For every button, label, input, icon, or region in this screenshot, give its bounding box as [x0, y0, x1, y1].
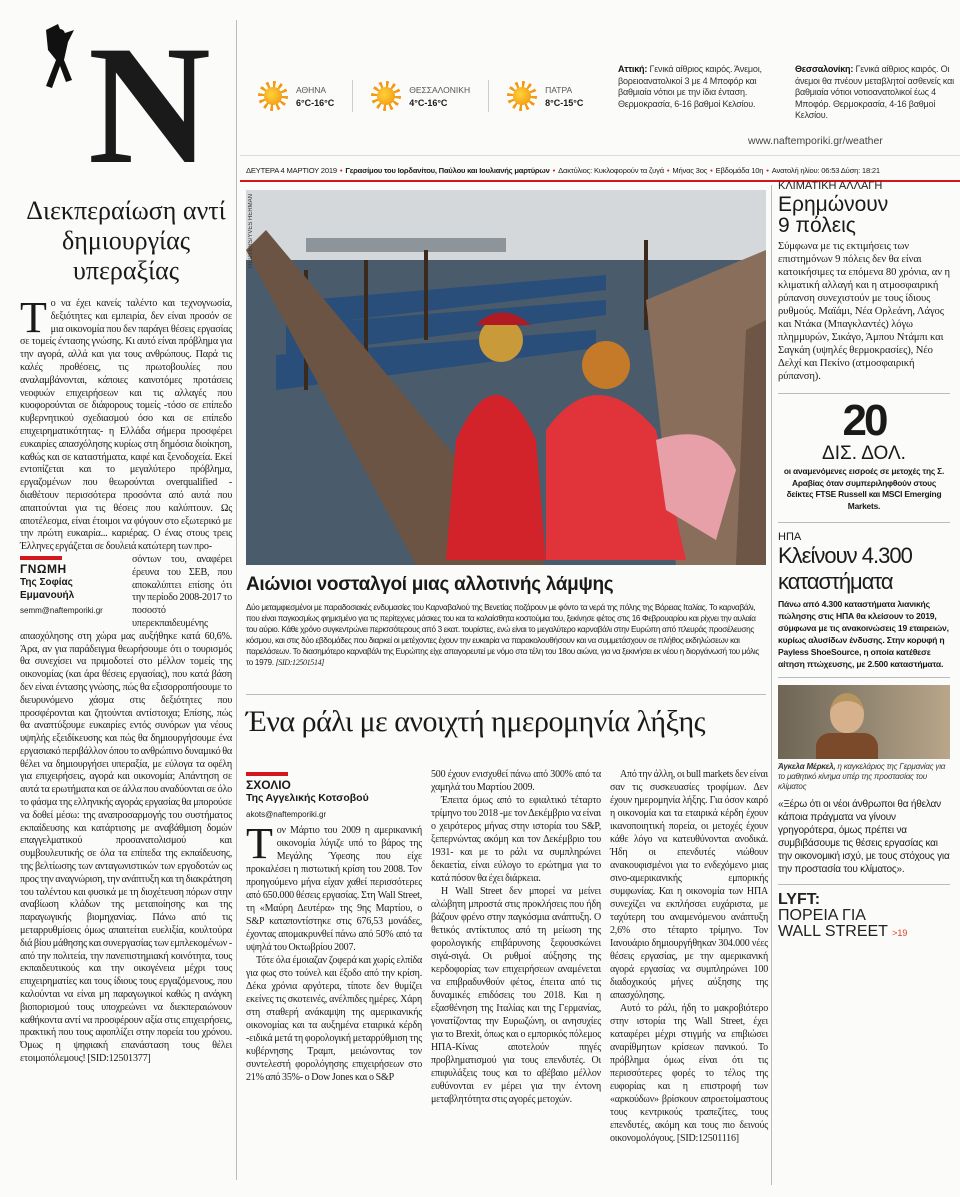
column-divider	[236, 20, 237, 1180]
drop-cap: Τ	[246, 819, 273, 868]
logo-letter: N	[88, 11, 211, 199]
paragraph: Τότε όλα έμοιαζαν ζοφερά και χωρίς ελπίδα για φως στο τούνελ και έξοδο από την κρίση. Δέκα χρόνια αργότερα, τίποτε δεν θυμίζει εκείνες τις σκοτεινές, ανέλπιδες ημέρες. Χάρη στη σταθερή ανάκαμψη της αμερικανικής οικονομίας και τα αυξημένα εταιρικά κέρδη -ειδικά μετά τη φορολογική μεταρρύθμιση της κυβέρνησης Τραμπ, μειώνοντας τον συντελεστή φορολόγησης επιχειρήσεων στο 21% από 35%- ο Dow Jones και ο S&P	[246, 955, 422, 1083]
column-divider	[771, 185, 772, 1185]
byline-email[interactable]: akots@naftemporiki.gr	[246, 810, 327, 819]
byline-label: ΓΝΩΜΗ	[20, 561, 67, 576]
forecast-text: Γενικά αίθριος καιρός. Άνεμοι, βορειοανατολικοί 3 με 4 Μποφόρ και βαθμιαία νότιοι με την ίδια ένταση. Θερμοκρασία, 6-16 βαθμοί Κελσίου.	[618, 64, 762, 109]
sunrise-sunset: Ανατολή ηλίου: 06:53 Δύση: 18:21	[771, 166, 880, 175]
page-reference[interactable]: >19	[892, 928, 908, 938]
merkel-caption	[778, 762, 950, 792]
traffic-ring: Δακτύλιος: Κυκλοφορούν τα ζυγά	[558, 166, 664, 175]
sun-icon	[371, 81, 401, 111]
weather-athens	[258, 80, 334, 112]
weather-cities	[258, 80, 583, 112]
usa-text: Πάνω από 4.300 καταστήματα λιανικής πώλησης στις ΗΠΑ θα κλείσουν το 2019, σύμφωνα με τις ανακοινώσεις 19 εταιρειών, κυρίως αλυσίδων ένδυσης. Στην κορυφή η Payless ShoeSource, η οποία κατέθεσε αίτηση πτώχευσης, με 2.500 καταστήματα.	[778, 599, 949, 669]
newspaper-logo	[38, 11, 211, 199]
divider	[778, 393, 950, 394]
paragraph: 500 έχουν ενισχυθεί πάνω από 300% από τα χαμηλά του Μαρτίου 2009.	[431, 769, 601, 793]
byline-author: Της Αγγελικής Κοτσοβού	[246, 792, 369, 804]
stat-unit: ΔΙΣ. ΔΟΛ.	[822, 443, 906, 464]
opinion-headline: Διεκπεραίωση αντί δημιουργίας υπεραξίας	[26, 196, 226, 285]
caption-text: Δύο μεταμφιεσμένοι με παραδοσιακές ενδυμασίες του Καρναβαλιού της Βενετίας ποζάρουν με φόντο τα νερά της πόλης της Βόρειας Ιταλίας. Το καρναβάλι, που είναι παγκοσμίως φημισμένο για τις περίτεχνες μάσκες του και τα καλαίσθητα κοστούμια του, ξεκίνησε φέτος στις 16 Φεβρουαρίου και ρίχνει την αυλαία του αύριο. Κάθε χρόνο συγκεντρώνει περισσότερους από 3 εκατ. τουρίστες, ενώ είναι το μεγαλύτερο καρναβάλι στην Ευρώπη από πλευράς προσέλευσης κόσμου, και στις δύο εβδομάδες που διαρκεί οι μετέχοντες έχουν την ευκαιρία να παρακολουθήσουν και να συμμετάσχουν σε πλήθος εκδηλώσεων και παρελάσεων. Το διασημότερο καρναβάλι της Ευρώπης είχε απαγορευτεί με νόμο στα τέλη του 18ου αιώνα, για να ξεκινήσει εκ νέου η διοργάνωσή του μόλις το 1979.	[246, 603, 759, 667]
month: Μήνας 3ος	[672, 166, 708, 175]
city-temp: 8°C-15°C	[545, 97, 584, 108]
namedays: Γερασίμου του Ιορδανίτου, Παύλου και Ιουλιανής μαρτύρων	[345, 166, 550, 175]
sun-icon	[258, 81, 288, 111]
byline-label: ΣΧΟΛΙΟ	[246, 778, 291, 792]
lyft-teaser[interactable]	[778, 892, 950, 941]
venice-carnival-photo	[246, 190, 766, 565]
opinion-text-part1: ο να έχει κανείς ταλέντο και τεχνογνωσία, δεξιότητες και εμπειρία, δεν είναι προσόν σε μια οικονομία που δεν παράγει θέσεις εργασίας σε τομείς έντασης γνώσης. Κι αυτό είναι πρόβλημα για την αγορά, αλλά και για τους ανθρώπους. Παρά τις καλές προθέσεις, τις πρωτοβουλίες που αναλαμβάνονται, κάποιες καινοτόμες προτάσεις νεοφυών επιχειρήσεων και τις αλλαγές που κυοφορούνται σε διάφορους τομείς -τόσο σε επίπεδο κυβερνητικού σχεδιασμού όσο και σε επίπεδο επιχειρηματικότητας- η Ελλάδα σήμερα προσφέρει ευκαιρίες απασχόλησης κυρίως στη δημόσια διοίκηση, καθώς και σε καταστήματα, καφέ και ξενοδοχεία. Εκεί εντοπίζεται και το μεγαλύτερο πρόβλημα, εργαζομένων που θεωρούνται overqualified - διαθέτουν περισσότερα προσόντα από αυτά που απαιτούνται για τις θέσεις που καλύπτουν. Ως αποτέλεσμα, είναι έτοιμοι να φύγουν στο εξωτερικό με την πρώτη ευκαιρία... καριέρας. Ο ένας στους τρεις Έλληνες εργάζεται σε δουλειά κατώτερη των προ-	[20, 298, 232, 553]
opinion-byline	[20, 556, 124, 618]
divider	[778, 677, 950, 678]
paragraph: Αυτό το ράλι, ήδη το μακροβιότερο στην ιστορία της Wall Street, έχει καταφέρει μέχρι στιγμής να επιβιώσει αναρίθμητων κρίσεων πανικού. Το πρόβλημα όμως είναι ότι τις περισσότερες φορές το τέλος της ευφορίας και η επιστροφή των «αρκούδων» βρίσκουν απροετοίμαστους τους κεντρικούς τραπεζίτες, τους επενδυτές, ακόμη και τους πιο δεινούς οικονομολόγους. [SID:12501116]	[610, 1003, 768, 1144]
weather-thessaloniki	[371, 80, 470, 112]
drop-cap: Τ	[20, 293, 47, 342]
divider	[778, 522, 950, 523]
portrait-face	[830, 693, 864, 733]
climate-text: Σύμφωνα με τις εκτιμήσεις των επιστημόνων 9 πόλεις δεν θα είναι κατοικήσιμες τα επόμενα 80 χρόνια, αν η κλιματική αλλαγή και η ατμοσφαιρική ρύπανση συνεχιστούν με τους ίδιους ρυθμούς. Μαϊάμι, Νέα Ορλεάνη, Λάγος και Ντάκα (Μπαγκλαντές) λόγω πλημμυρών, Σικάγο, Άμπου Ντάμπι και Σαγκάη (υψηλές θερμοκρασίες), Νέο Δελχί και Πεκίνο (ατμοσφαιρική ρύπανση).	[778, 241, 950, 382]
stat-text: οι αναμενόμενες εισροές σε μετοχές της Σ. Αραβίας όταν συμπεριληφθούν στους δείκτες FTSE Russell και MSCI Emerging Markets.	[783, 466, 945, 511]
byline-author: Της Σοφίας Εμμανουήλ	[20, 576, 75, 601]
photo-caption	[246, 602, 766, 668]
caption-name: Άγκελα Μέρκελ,	[778, 762, 836, 771]
paragraph: Έπειτα όμως από το εφιαλτικό τέταρτο τρίμηνο του 2018 -με τον Δεκέμβριο να είναι ο χειρότερος μήνας στην ιστορία του S&P, ξεπερνώντας ακόμη και τον Δεκέμβριο του 1931- και με το ράλι να συμπληρώνει δεκαετία, είναι εύλογο το ερώτημα για το κατά πόσον θα έχει διάρκεια.	[431, 795, 601, 884]
caption-text: η καγκελάριος της Γερμανίας για το μαθητικό κίνημα υπέρ της προστασίας του κλίματος	[778, 762, 946, 791]
divider	[240, 155, 960, 156]
divider	[352, 80, 353, 112]
divider	[778, 884, 950, 885]
merkel-photo	[778, 685, 950, 759]
climate-title: Ερημώνουν 9 πόλεις	[778, 193, 889, 237]
byline-email[interactable]: semm@naftemporiki.gr	[20, 606, 103, 616]
date: ΔΕΥΤΕΡΑ 4 ΜΑΡΤΙΟΥ 2019	[246, 166, 337, 175]
dateline: ΔΕΥΤΕΡΑ 4 ΜΑΡΤΙΟΥ 2019 • Γερασίμου του Ιορδανίτου, Παύλου και Ιουλιανής μαρτύρων • Δακτύλιος: Κυκλοφορούν τα ζυγά • Μήνας 3ος • Εβδομάδα 10η • Ανατολή ηλίου: 06:53 Δύση: 18:21	[246, 166, 880, 175]
caption-sid: [SID:12501514]	[275, 658, 325, 667]
teaser-line: ΠΟΡΕΙΑ ΓΙΑ	[778, 907, 866, 924]
photo-credit: REUTERS/YVES HERMAN	[248, 194, 254, 269]
sun-icon	[507, 81, 537, 111]
usa-title: Κλείνουν 4.300 καταστήματα	[778, 543, 912, 594]
forecast-label: Αττική:	[618, 64, 648, 74]
photo-illustration	[246, 190, 766, 565]
comment-byline	[246, 768, 422, 824]
week: Εβδομάδα 10η	[715, 166, 764, 175]
paragraph: Η Wall Street δεν μπορεί να μείνει αλώβητη μπροστά στις προκλήσεις που ήδη βάζουν φρένο στην παγκόσμια ανάπτυξη. Ο θετικός αντίκτυπος από τη μείωση της φορολογικής επιβάρυνσης ξεφουσκώνει σιγά-σιγά. Οι ρυθμοί αύξησης της κερδοφορίας των επιχειρήσεων αναμένεται να επιβραδυνθούν φέτος, έπειτα από τις δυναμικές επιδόσεις του 2018. Και η εξασθένηση της Ιταλίας και της Γερμανίας, γονατίζοντας την Ευρωζώνη, οι ανησυχίες για το Brexit, όπως και ο εμπορικός πόλεμος ΗΠΑ-Κίνας αποτελούν πηγές προβληματισμού για τους επενδυτές. Οι επιφυλάξεις τους και το αβέβαιο μέλλον ευθύνονται εν μέρει για την έντονη μεταβλητότητα στις αγορές μετοχών.	[431, 886, 601, 1105]
weather-url[interactable]: www.naftemporiki.gr/weather	[748, 135, 883, 147]
teaser-line: WALL STREET	[778, 923, 888, 940]
opinion-article-body	[20, 293, 233, 1066]
paragraph: ον Μάρτιο του 2009 η αμερικανική οικονομία λύγιζε υπό το βάρος της Μεγάλης Ύφεσης που είχε προκαλέσει η πιστωτική κρίση του 2008. Τον προηγούμενο μήνα είχαν χαθεί περισσότερες από 650.000 θέσεις εργασίας. Στη Wall Street, τη «Μαύρη Δευτέρα» της 9ης Μαρτίου, ο S&P καταποντίστηκε στις 676,53 μονάδες, έχοντας απομακρυνθεί πάνω από 50% από τα υψηλά του Οκτωβρίου 2007.	[246, 825, 422, 953]
city-name: ΘΕΣΣΑΛΟΝΙΚΗ	[409, 84, 471, 95]
forecast-text: Γενικά αίθριος καιρός. Οι άνεμοι θα πνέουν μεταβλητοί ασθενείς και βαθμιαία νότιοι νοτιοανατολικοί έως 4 Μποφόρ. Θερμοκρασία, 4-16 βαθμοί Κελσίου.	[795, 64, 954, 120]
byline-accent-bar	[20, 556, 62, 560]
article-column-3	[610, 768, 768, 1145]
portrait-body	[816, 733, 878, 759]
weather-patra	[507, 80, 583, 112]
city-name: ΠΑΤΡΑ	[545, 84, 573, 95]
paragraph: Από την άλλη, οι bull markets δεν είναι σαν τις συσκευασίες τροφίμων. Δεν έχουν ημερομηνία λήξης. Για όσον καιρό η οικονομία και τα εταιρικά κέρδη έχουν ικανοποιητική πορεία, οι μετοχές έχουν κάθε λόγο να κατευθύνονται ανοδικά. Ήδη οι επενδυτές νιώθουν ανακουφισμένοι για το ενδεχόμενο μιας σινο-αμερικανικής εμπορικής συμφωνίας. Και η οικονομία των ΗΠΑ συνεχίζει να εκπλήσσει ευχάριστα, με ταχύτερη του αναμενόμενου ανάπτυξη 2,6% στο τέταρτο τρίμηνο. Τον Ιανουάριο δημιουργήθηκαν 304.000 νέες θέσεις εργασίας, με την αμερικανική αγορά εργασίας να συμπληρώνει 100 διαδοχικούς μήνες αύξησης της απασχόλησης.	[610, 769, 768, 1001]
city-name: ΑΘΗΝΑ	[296, 84, 327, 95]
forecast-attica	[618, 64, 784, 110]
main-headline: Ένα ράλι με ανοιχτή ημερομηνία λήξης	[246, 705, 706, 738]
opinion-text-part2: σόντων του, αναφέρει έρευνα του ΣΕΒ, που αποκαλύπτει επίσης ότι την περίοδο 2008-2017 το ποσοστό υπερεκπαιδευμένης απασχόλησης στη χώρα μας αυξήθηκε κατά 60,6%. Άρα, αν για παράδειγμα θεωρήσουμε ότι ο τουρισμός θα συνεχίσει να πριμοδοτεί στο μέλλον τομείς της οικονομίας (και άρα θέσεις εργασίας), που κατά βάση δεν είναι έντασης γνώσης, πώς θα εξισορροπήσουμε το διευρυνόμενο χάσμα στις δεξιότητες που προσφέρονται και ζητούνται αντίστοιχα; Επίσης, πώς θα αναπτύξουμε ευκαιρίες εντός συνόρων για νέους υψηλής εξειδίκευσης και πώς θα δημιουργήσουμε ένα εργασιακό περιβάλλον όπου το ανθρώπινο δυναμικό θα θέλει να δημιουργήσει υπεραξία, με εύλογα τα οφέλη για επιχειρήσεις, αγορά και οικονομία; Απάντηση σε αυτά τα ερωτήματα και σε άλλα που αναδύονται σε όλο το φάσμα της ελληνικής αγοράς εργασίας θα μπορούσε να δοθεί μέσω: της αναπροσαρμογής του συστήματος εκπαίδευσης και κατάρτισης με αναβάθμιση δομών επαγγελματικού προσανατολισμού και συμβουλευτικής σε όλα τα επίπεδα της εκπαίδευσης, της βελτίωσης των ανταγωνιστικών των εργοδοτών ως προς την αναγνώριση, την ανάπτυξη και τη διακράτηση του ταλέντου και φυσικά με τη διοχέτευση πόρων στην αναβίωση κλάδων της μεταποίησης και της παραγωγικής βιομηχανίας. Πάνω από τις μεταρρυθμίσεις όμως απαιτείται ευελιξία, κουλτούρα διά βίου μάθησης και συνεργασίας των εμπλεκομένων - από την πολιτεία, την πανεπιστημιακή κοινότητα, τους εκπαιδευτικούς και την οικογένεια μέχρι τους επιχειρηματίες και τους ίδιους τους εργαζόμενους, που καλούνται να είναι μη παραγωγικοί καθώς η ανάγκη βιοπορισμού τους υποχρεώνει να διεκπεραιώνουν καθήκοντα αντί να προσφέρουν αξία στις επιχειρήσεις, πρακτική που τους αφοπλίζει στην πορεία του χρόνου. Όμως η ψηφιακή επανάσταση τους θέλει ετοιμοπόλεμους! [SID:12501377]	[20, 553, 233, 1065]
sidebar	[778, 180, 950, 941]
article-column-1	[246, 768, 422, 1084]
merkel-quote: «Ξέρω ότι οι νέοι άνθρωποι θα ήθελαν κάποια πράγματα να γίνουν γρηγορότερα, όμως πρέπει να συμβιβάσουμε τις θέσεις εργασίας και την οικονομική ισχύ, με τους στόχους για την προστασία του κλίματος».	[778, 799, 950, 875]
article-column-2	[431, 768, 601, 1106]
usa-kicker: ΗΠΑ	[778, 531, 802, 543]
city-temp: 6°C-16°C	[296, 97, 335, 108]
city-temp: 4°C-16°C	[409, 97, 448, 108]
teaser-bold: LYFT:	[778, 891, 821, 908]
forecast-thessaloniki	[795, 64, 957, 122]
divider	[246, 694, 766, 695]
divider	[488, 80, 489, 112]
photo-caption-title: Αιώνιοι νοσταλγοί μιας αλλοτινής λάμψης	[246, 574, 614, 595]
climate-kicker: ΚΛΙΜΑΤΙΚΗ ΑΛΛΑΓΗ	[778, 180, 883, 192]
byline-accent-bar	[246, 772, 288, 776]
stat-number: 20	[842, 396, 886, 445]
forecast-label: Θεσσαλονίκη:	[795, 64, 854, 74]
